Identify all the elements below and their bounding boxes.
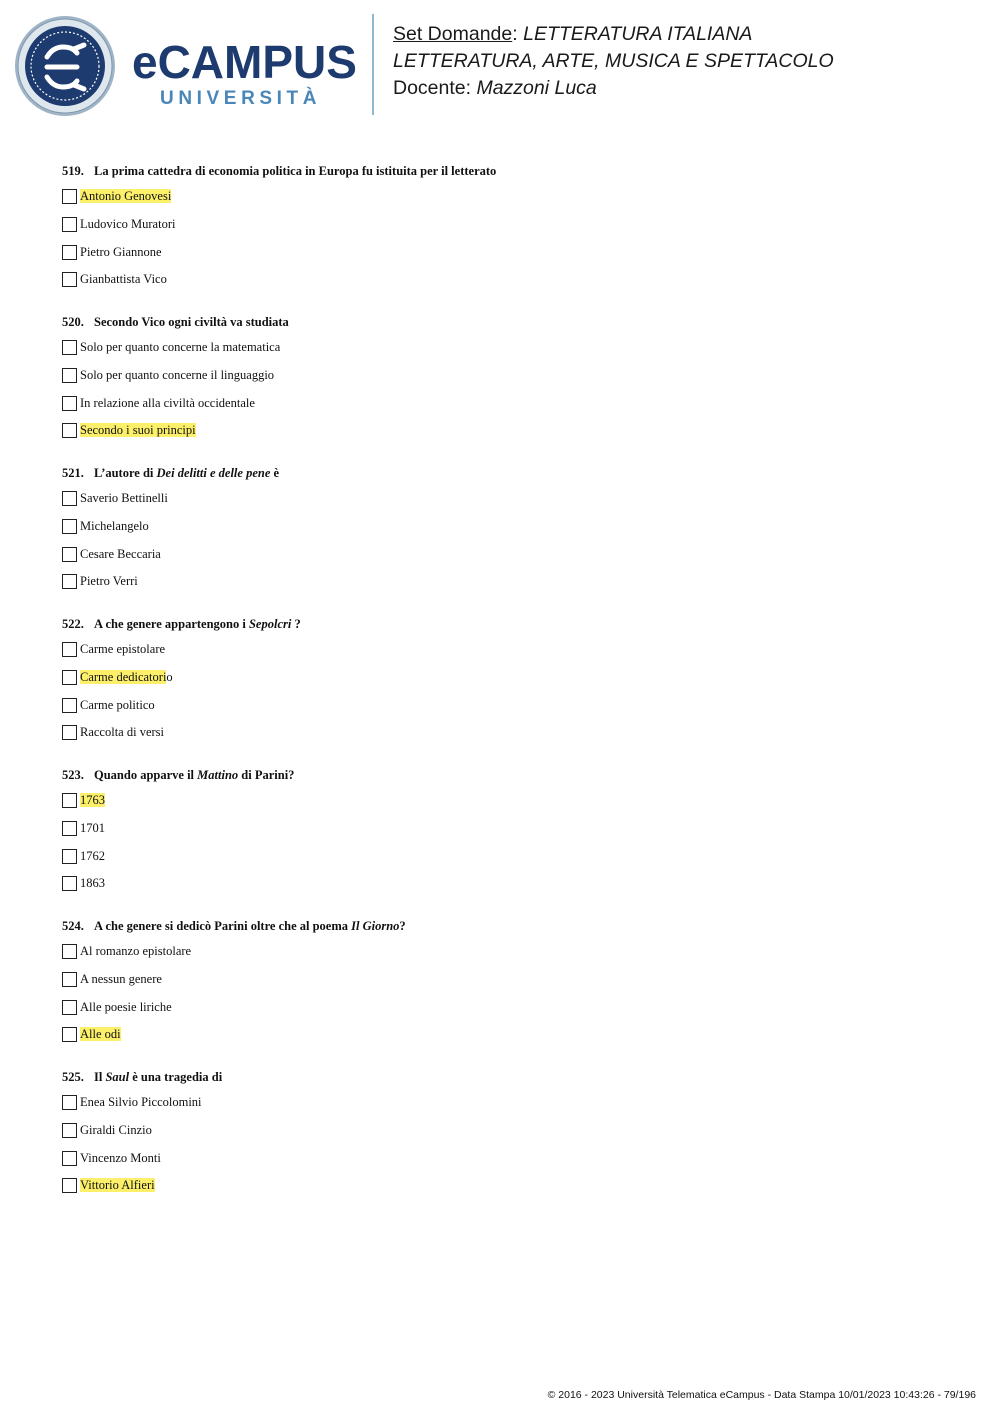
answer-option[interactable] <box>62 1178 962 1206</box>
answer-option[interactable] <box>62 1027 962 1055</box>
answer-option[interactable] <box>62 876 962 904</box>
answer-checkbox[interactable] <box>62 793 77 808</box>
answer-text: Gianbattista Vico <box>80 272 167 287</box>
answer-text: In relazione alla civiltà occidentale <box>80 395 255 410</box>
answer-option[interactable] <box>62 574 962 602</box>
course-name: LETTERATURA ITALIANA <box>523 23 753 45</box>
answer-label <box>80 367 274 383</box>
answer-checkbox[interactable] <box>62 670 77 685</box>
answer-options <box>62 189 962 300</box>
svg-text:eCAMPUS: eCAMPUS <box>132 40 357 88</box>
answer-text: Alle poesie liriche <box>80 999 172 1014</box>
set-label: Set Domande <box>393 23 513 45</box>
answer-text: Raccolta di versi <box>80 725 164 740</box>
answer-option[interactable] <box>62 972 962 1000</box>
question-block <box>62 464 962 602</box>
highlighted-answer-text: Antonio Genovesi <box>80 189 172 203</box>
answer-checkbox[interactable] <box>62 698 77 713</box>
answer-checkbox[interactable] <box>62 1123 77 1138</box>
answer-option[interactable] <box>62 396 962 424</box>
question-title-text: La prima cattedra di economia politica in Europa fu istituita per il letterato <box>94 164 497 178</box>
answer-label <box>80 490 168 506</box>
answer-label <box>80 1150 161 1166</box>
course-area: LETTERATURA, ARTE, MUSICA E SPETTACOLO <box>393 50 834 72</box>
answer-label <box>80 518 149 534</box>
answer-option[interactable] <box>62 1000 962 1028</box>
question-number: 522. <box>62 617 84 631</box>
question-number: 519. <box>62 164 84 178</box>
answer-text: Enea Silvio Piccolomini <box>80 1095 202 1109</box>
question-title <box>62 615 962 633</box>
answer-option[interactable] <box>62 547 962 575</box>
answer-option[interactable] <box>62 423 962 451</box>
answer-text: Solo per quanto concerne la matematica <box>80 340 281 354</box>
answer-label <box>80 271 167 287</box>
answer-label <box>80 395 255 411</box>
question-title-text: è una tragedia di <box>129 1070 223 1084</box>
answer-checkbox[interactable] <box>62 642 77 657</box>
highlighted-answer-text: Alle odi <box>80 1027 121 1042</box>
answer-checkbox[interactable] <box>62 1000 77 1015</box>
answer-label <box>80 820 105 836</box>
answer-options <box>62 340 962 451</box>
answer-option[interactable] <box>62 217 962 245</box>
question-title-text: A che genere appartengono i <box>94 617 249 631</box>
answer-option[interactable] <box>62 642 962 670</box>
answer-checkbox[interactable] <box>62 1151 77 1166</box>
question-block <box>62 1068 962 1206</box>
answer-option[interactable] <box>62 793 962 821</box>
answer-checkbox[interactable] <box>62 1027 77 1042</box>
answer-option[interactable] <box>62 849 962 877</box>
question-title <box>62 766 962 784</box>
answer-label <box>80 875 105 891</box>
answer-text: Vincenzo Monti <box>80 1150 161 1165</box>
answer-label <box>80 943 191 959</box>
answer-checkbox[interactable] <box>62 272 77 287</box>
answer-checkbox[interactable] <box>62 574 77 589</box>
answer-option[interactable] <box>62 189 962 217</box>
answer-option[interactable] <box>62 245 962 273</box>
answer-label <box>80 1094 202 1110</box>
answer-options <box>62 1095 962 1206</box>
question-title-italic: Dei delitti e delle pene <box>156 466 271 480</box>
answer-option[interactable] <box>62 1095 962 1123</box>
answer-option[interactable] <box>62 698 962 726</box>
answer-option[interactable] <box>62 368 962 396</box>
answer-text: Michelangelo <box>80 518 149 533</box>
highlighted-answer-text: Carme dedicatori <box>80 669 167 684</box>
question-title-text: Quando apparve il <box>94 768 198 782</box>
answer-label <box>80 848 105 864</box>
question-title <box>62 464 962 482</box>
answer-label <box>80 641 165 657</box>
answer-text: A nessun genere <box>80 971 162 986</box>
question-title-text: ? <box>399 919 406 933</box>
teacher-name: Mazzoni Luca <box>476 77 597 99</box>
answer-label <box>80 1026 121 1042</box>
answer-text: Al romanzo epistolare <box>80 944 192 958</box>
answer-checkbox[interactable] <box>62 396 77 411</box>
answer-option[interactable] <box>62 1123 962 1151</box>
answer-text: 1762 <box>80 848 105 863</box>
answer-checkbox[interactable] <box>62 876 77 891</box>
logo-subtitle: UNIVERSITÀ <box>160 88 322 109</box>
answer-text: Giraldi Cinzio <box>80 1122 152 1137</box>
question-number: 523. <box>62 768 84 782</box>
answer-checkbox[interactable] <box>62 1095 77 1110</box>
question-number: 521. <box>62 466 84 480</box>
question-number: 524. <box>62 919 84 933</box>
answer-label <box>80 546 161 562</box>
question-title-text: ? <box>291 617 301 631</box>
question-title-text: è <box>270 466 280 480</box>
answer-label <box>80 792 105 808</box>
answer-checkbox[interactable] <box>62 423 77 438</box>
answer-label <box>80 573 138 589</box>
answer-text: Carme politico <box>80 697 155 712</box>
answer-options <box>62 491 962 602</box>
answer-checkbox[interactable] <box>62 725 77 740</box>
answer-text: Pietro Verri <box>80 574 138 589</box>
answer-option[interactable] <box>62 670 962 698</box>
answer-checkbox[interactable] <box>62 189 77 204</box>
answer-options <box>62 793 962 904</box>
answer-label <box>80 244 162 260</box>
answer-checkbox[interactable] <box>62 547 77 562</box>
answer-option[interactable] <box>62 821 962 849</box>
answer-option[interactable] <box>62 1151 962 1179</box>
answer-text: Carme epistolare <box>80 642 166 656</box>
page-footer: © 2016 - 2023 Università Telematica eCampus - Data Stampa 10/01/2023 10:43:26 - 79/196 <box>547 1389 976 1401</box>
answer-label <box>80 697 155 713</box>
answer-options <box>62 944 962 1055</box>
answer-checkbox[interactable] <box>62 245 77 260</box>
answer-checkbox[interactable] <box>62 340 77 355</box>
answer-options <box>62 642 962 753</box>
answer-label <box>80 1177 155 1193</box>
question-title <box>62 313 962 331</box>
question-title <box>62 1068 962 1086</box>
answer-text: Solo per quanto concerne il linguaggio <box>80 367 275 382</box>
answer-text: 1863 <box>80 876 105 891</box>
answer-label <box>80 188 171 204</box>
question-block <box>62 766 962 904</box>
question-block <box>62 162 962 300</box>
answer-checkbox[interactable] <box>62 368 77 383</box>
answer-text: 1701 <box>80 820 105 835</box>
question-block <box>62 313 962 451</box>
answer-option[interactable] <box>62 519 962 547</box>
question-block <box>62 615 962 753</box>
answer-checkbox[interactable] <box>62 217 77 232</box>
question-title-italic: Mattino <box>197 768 239 782</box>
answer-checkbox[interactable] <box>62 821 77 836</box>
question-title <box>62 917 962 935</box>
highlighted-answer-text: 1763 <box>80 793 105 807</box>
answer-label <box>80 339 280 355</box>
answer-label <box>80 216 175 232</box>
answer-label <box>80 724 164 740</box>
answer-checkbox[interactable] <box>62 491 77 506</box>
answer-checkbox[interactable] <box>62 972 77 987</box>
answer-option[interactable] <box>62 272 962 300</box>
question-title-italic: Il Giorno <box>351 919 400 933</box>
highlighted-answer-text: Vittorio Alfieri <box>80 1178 155 1193</box>
question-title-italic: Saul <box>105 1070 130 1084</box>
question-title-text: L’autore di <box>94 466 157 480</box>
answer-label <box>80 999 172 1015</box>
question-title-text: Secondo Vico ogni civiltà va studiata <box>94 315 289 329</box>
answer-text: Pietro Giannone <box>80 244 162 259</box>
answer-label <box>80 1122 152 1138</box>
answer-checkbox[interactable] <box>62 1178 77 1193</box>
answer-text: Saverio Bettinelli <box>80 491 168 505</box>
teacher-label: Docente: <box>393 77 477 99</box>
question-title <box>62 162 962 180</box>
question-title-italic: Sepolcri <box>248 617 292 631</box>
answer-option[interactable] <box>62 340 962 368</box>
highlighted-answer-text: Secondo i suoi principi <box>80 423 196 438</box>
answer-text: Ludovico Muratori <box>80 216 176 231</box>
question-title-text: di Parini? <box>238 768 295 782</box>
answer-text: Cesare Beccaria <box>80 546 161 561</box>
set-separator: : <box>512 23 524 45</box>
answer-option[interactable] <box>62 491 962 519</box>
answer-checkbox[interactable] <box>62 849 77 864</box>
answer-option[interactable] <box>62 725 962 753</box>
question-title-text: A che genere si dedicò Parini oltre che al poema <box>94 919 352 933</box>
answer-text: o <box>166 669 173 684</box>
question-number: 525. <box>62 1070 84 1084</box>
answer-label <box>80 971 162 987</box>
answer-label <box>80 422 196 438</box>
question-title-text: Il <box>94 1070 106 1084</box>
answer-checkbox[interactable] <box>62 944 77 959</box>
answer-option[interactable] <box>62 944 962 972</box>
answer-label <box>80 669 173 685</box>
question-block <box>62 917 962 1055</box>
question-number: 520. <box>62 315 84 329</box>
answer-checkbox[interactable] <box>62 519 77 534</box>
